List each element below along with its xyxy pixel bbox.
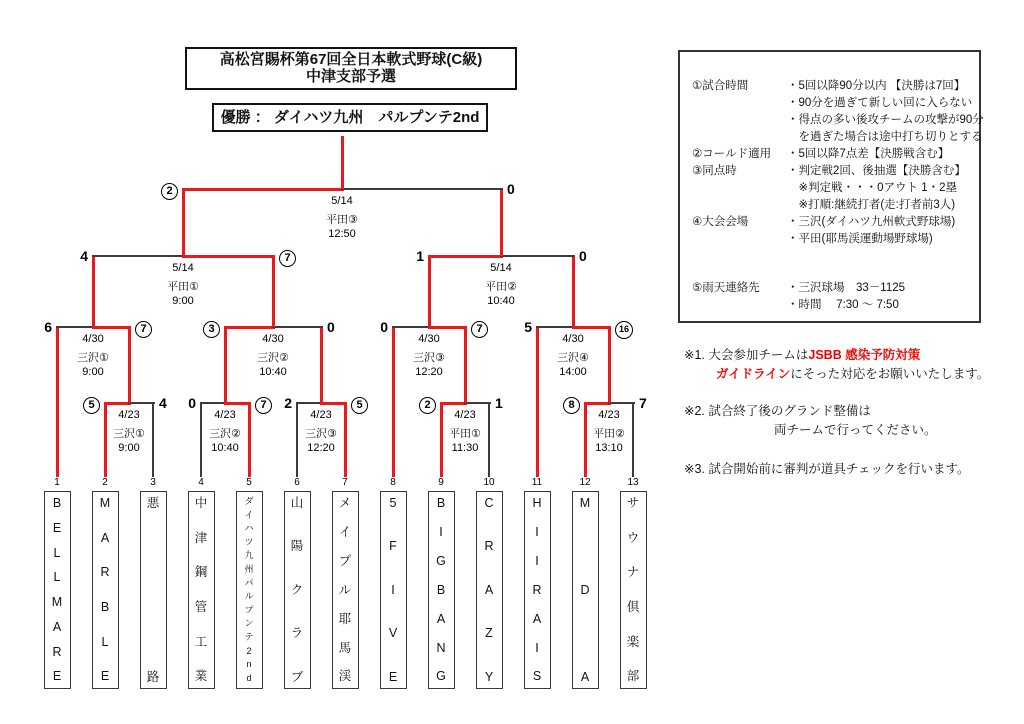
match-venue: 平田③ <box>326 214 358 226</box>
bracket-line-vertical <box>92 255 95 328</box>
bracket-line-vertical <box>500 188 503 257</box>
team-name-char: 州 <box>244 564 254 575</box>
rules-line: ・三沢(ダイハツ九州軟式野球場) <box>787 216 956 228</box>
match-date: 4/30 <box>562 333 584 345</box>
team-name-char: ナ <box>626 565 640 580</box>
bracket-line-vertical <box>440 402 443 478</box>
match-venue: 三沢② <box>257 352 289 364</box>
team-name-char: E <box>52 520 62 535</box>
match-date: 4/23 <box>598 409 620 421</box>
bracket-line-vertical <box>182 188 185 257</box>
team-name-char: I <box>391 582 395 597</box>
match-score: 2 <box>284 395 292 411</box>
rules-line: ※打順:継続打者(走:打者前3人) <box>787 199 956 211</box>
team-name-char: イ <box>244 509 254 520</box>
team-name-char: 渓 <box>338 669 352 684</box>
bracket-line-vertical <box>572 255 575 328</box>
team-name-char: D <box>580 582 590 597</box>
team-name-char: プ <box>244 604 254 615</box>
team-box <box>428 491 455 689</box>
bracket-line-horizontal <box>104 402 131 405</box>
team-name-char: C <box>484 496 494 510</box>
match-score <box>161 180 178 200</box>
match-time: 12:50 <box>328 228 356 240</box>
team-number: 12 <box>579 477 591 488</box>
bracket-line-horizontal <box>341 188 503 190</box>
team-box <box>572 491 599 689</box>
rules-line: ・90分を過ぎて新しい回に入らない <box>787 97 973 109</box>
team-name-char: イ <box>338 524 352 539</box>
footnote-line <box>684 365 989 384</box>
match-time: 9:00 <box>172 295 194 307</box>
team-name-char: n <box>246 659 252 670</box>
rules-line: ・得点の多い後攻チームの攻撃が90分 <box>787 114 984 126</box>
rules-line: ・5回以降7点差【決勝戦含む】 <box>787 148 950 160</box>
team-name-char: N <box>436 640 446 655</box>
team-name-char: 工 <box>194 634 208 649</box>
match-score: 1 <box>495 395 503 411</box>
bracket-line-vertical <box>584 402 587 478</box>
winner-score-circle: 3 <box>203 321 220 338</box>
team-box <box>620 491 647 689</box>
match-date: 4/23 <box>310 409 332 421</box>
rules-line: ・平田(耶馬渓運動場野球場) <box>787 233 933 245</box>
rules-row-lines <box>787 214 955 248</box>
team-name-char: A <box>580 669 590 684</box>
team-name-char: 津 <box>194 530 208 545</box>
team-box <box>92 491 119 689</box>
match-score: 7 <box>639 395 647 411</box>
team-number: 7 <box>342 477 348 488</box>
winner-score-circle: 7 <box>135 321 152 338</box>
bracket-line-vertical <box>56 326 59 478</box>
team-name-char: 2 <box>246 645 252 656</box>
team-number: 9 <box>438 477 444 488</box>
team-box <box>188 491 215 689</box>
match-score <box>279 247 296 267</box>
team-name-char: パ <box>244 577 254 588</box>
bracket-line-vertical <box>104 402 107 478</box>
team-name-char: 管 <box>194 600 208 615</box>
team-name-char: ク <box>290 582 304 597</box>
team-name-char: ン <box>244 618 254 629</box>
winner-score-circle: 8 <box>563 397 580 414</box>
match-score <box>255 394 272 414</box>
match-venue: 三沢① <box>113 428 145 440</box>
team-name-char: A <box>436 611 446 626</box>
footnote-line <box>684 421 937 440</box>
team-name-char: ハ <box>244 523 254 534</box>
team-name-char: 鋼 <box>194 565 208 580</box>
match-time: 11:30 <box>451 442 479 454</box>
team-name-char: Y <box>484 669 494 684</box>
winner-score-circle: 7 <box>279 250 296 267</box>
team-box <box>380 491 407 689</box>
match-time: 9:00 <box>82 366 104 378</box>
match-score: 1 <box>416 248 424 264</box>
footnote <box>684 346 989 384</box>
bracket-line-horizontal <box>500 255 575 257</box>
team-name-char: サ <box>626 496 640 510</box>
team-name-char: ダ <box>244 496 254 506</box>
team-name-char: 山 <box>290 496 304 510</box>
team-number: 13 <box>627 477 639 488</box>
team-name-char: M <box>99 496 111 510</box>
rules-row <box>692 163 971 214</box>
rules-line: ・三沢球場 33－1125 <box>787 282 906 294</box>
footnote-text: ※2. 試合終了後のグランド整備は <box>684 404 871 418</box>
bracket-line-vertical <box>200 402 202 478</box>
rules-row-lines <box>787 146 949 163</box>
team-name-char: 陽 <box>290 539 304 554</box>
match-time: 14:00 <box>559 366 587 378</box>
team-name-char: M <box>51 595 63 610</box>
bracket-line-horizontal <box>56 326 95 328</box>
bracket-line-horizontal <box>608 402 635 404</box>
bracket-line-vertical <box>428 255 431 328</box>
match-venue: 平田① <box>449 428 481 440</box>
rules-row-label: ④大会会場 <box>692 216 749 228</box>
bracket-line-horizontal <box>200 402 227 404</box>
team-box <box>140 491 167 689</box>
bracket-line-horizontal <box>428 326 467 329</box>
team-name-char: テ <box>244 632 254 643</box>
team-name-char: F <box>389 539 397 554</box>
bracket-line-horizontal <box>392 326 431 328</box>
team-name-char: ル <box>338 582 352 597</box>
bracket-line-vertical <box>536 326 539 478</box>
team-name-char: A <box>100 530 110 545</box>
match-venue: 三沢④ <box>557 352 589 364</box>
team-name-char: 業 <box>194 669 208 684</box>
match-date: 4/30 <box>262 333 284 345</box>
team-name-char: ル <box>244 591 254 602</box>
match-venue: 三沢③ <box>413 352 445 364</box>
tournament-title-line1: 高松宮賜杯第67回全日本軟式野球(C級) <box>219 51 483 68</box>
match-date: 4/30 <box>82 333 104 345</box>
match-score: 0 <box>188 395 196 411</box>
team-number: 6 <box>294 477 300 488</box>
team-number: 5 <box>246 477 252 488</box>
team-number: 2 <box>102 477 108 488</box>
team-box <box>476 491 503 689</box>
footnote-line <box>684 460 970 479</box>
bracket-line-horizontal <box>572 326 611 329</box>
bracket-line-horizontal <box>92 326 131 329</box>
winner-score-circle: 5 <box>83 397 100 414</box>
match-venue: 平田① <box>167 281 199 293</box>
team-name-char: 耶 <box>338 611 352 626</box>
bracket-line-vertical <box>272 255 275 328</box>
match-time: 9:00 <box>118 442 140 454</box>
footnote <box>684 402 937 440</box>
team-name-char: 九 <box>244 550 254 561</box>
team-name-char: G <box>436 669 446 684</box>
bracket-line-vertical <box>296 402 298 478</box>
rules-row-label: ①試合時間 <box>692 80 749 92</box>
bracket-line-horizontal <box>320 402 347 405</box>
winner-score-circle: 2 <box>161 183 178 200</box>
match-score: 0 <box>327 319 335 335</box>
team-name-char: 倶 <box>626 600 640 615</box>
team-name-char: I <box>535 640 539 655</box>
match-score <box>135 318 152 338</box>
bracket-line-horizontal <box>128 402 155 404</box>
winner-score-circle: 7 <box>471 321 488 338</box>
match-score <box>419 394 436 414</box>
match-venue: 三沢③ <box>305 428 337 440</box>
rules-row-label: ②コールド適用 <box>692 148 772 160</box>
footnote-text: ※3. 試合開始前に審判が道具チェックを行います。 <box>684 462 970 476</box>
match-score <box>83 394 100 414</box>
bracket-line-horizontal <box>536 326 575 328</box>
team-name-char: G <box>436 553 446 568</box>
rules-row <box>692 78 984 146</box>
rules-line: ※判定戦・・・0アウト 1・2塁 <box>787 182 958 194</box>
team-box <box>332 491 359 689</box>
match-score <box>203 318 220 338</box>
rules-line: ・5回以降90分以内 【決勝は7回】 <box>787 80 966 92</box>
bracket-line-vertical <box>464 326 467 404</box>
bracket-line-vertical <box>248 402 251 478</box>
bracket-line-vertical <box>224 326 227 404</box>
bracket-line-horizontal <box>92 255 185 257</box>
team-name-char: H <box>532 496 542 510</box>
bracket-line-horizontal <box>428 255 503 258</box>
team-number: 11 <box>531 477 543 488</box>
match-score: 0 <box>579 248 587 264</box>
bracket-line-horizontal <box>182 188 344 191</box>
tournament-title-box <box>185 47 517 90</box>
footnote-red-text: ガイドライン <box>716 367 791 381</box>
rules-panel <box>678 50 984 323</box>
match-date: 4/23 <box>454 409 476 421</box>
team-number: 3 <box>150 477 156 488</box>
team-name-char: R <box>100 565 110 580</box>
team-name-char: 悪 <box>146 496 160 510</box>
match-time: 12:20 <box>307 442 335 454</box>
bracket-line-horizontal <box>182 255 275 258</box>
footnote-red-text: JSBB 感染予防対策 <box>808 348 921 362</box>
bracket-line-vertical <box>152 402 154 478</box>
team-number: 8 <box>390 477 396 488</box>
rules-row-lines <box>787 280 905 314</box>
match-score: 5 <box>524 319 532 335</box>
team-name-char: メ <box>338 496 352 510</box>
footnote-text: ※1. 大会参加チームは <box>684 348 809 362</box>
team-box <box>524 491 551 689</box>
bracket-line-vertical <box>344 402 347 478</box>
bracket-line-vertical <box>341 136 344 190</box>
team-number: 1 <box>54 477 60 488</box>
team-box <box>236 491 263 689</box>
bracket-line-vertical <box>608 326 611 404</box>
rules-row-label: ⑤雨天連絡先 <box>692 282 760 294</box>
footnote-text: 両チームで行ってください。 <box>774 423 937 437</box>
winner-score-circle: 5 <box>351 397 368 414</box>
bracket-line-horizontal <box>272 326 323 328</box>
bracket-line-horizontal <box>584 402 611 405</box>
team-name-char: A <box>52 619 62 634</box>
rules-line: を過ぎた場合は途中打ち切りとする <box>787 131 983 143</box>
match-time: 10:40 <box>211 442 239 454</box>
bracket-line-horizontal <box>464 402 491 404</box>
team-name-char: I <box>535 553 539 568</box>
match-score: 0 <box>380 319 388 335</box>
team-name-char: L <box>101 634 109 649</box>
footnote <box>684 460 970 479</box>
team-name-char: L <box>53 545 61 560</box>
team-name-char: 路 <box>146 669 160 684</box>
team-name-char: A <box>484 582 494 597</box>
bracket-line-horizontal <box>224 402 251 405</box>
team-box <box>284 491 311 689</box>
team-name-char: 中 <box>194 496 208 510</box>
winner-score-circle: 7 <box>255 397 272 414</box>
rules-row <box>692 146 971 163</box>
bracket-line-vertical <box>632 402 634 478</box>
rules-row-lines <box>787 163 966 214</box>
team-name-char: R <box>52 644 62 659</box>
footnote-line <box>684 402 937 421</box>
match-score <box>471 318 488 338</box>
team-box <box>44 491 71 689</box>
team-name-char: A <box>532 611 542 626</box>
team-name-char: R <box>532 582 542 597</box>
team-name-char: プ <box>338 553 352 568</box>
rules-line: ・時間 7:30 ～ 7:50 <box>787 299 899 311</box>
team-name-char: ブ <box>290 669 304 684</box>
footnote-text: にそった対応をお願いいたします。 <box>790 367 990 381</box>
team-name-char: E <box>52 669 62 684</box>
footnote-line <box>684 346 989 365</box>
team-name-char: M <box>579 496 591 510</box>
match-venue: 三沢① <box>77 352 109 364</box>
team-name-char: V <box>388 626 398 641</box>
team-name-char: E <box>100 669 110 684</box>
match-time: 10:40 <box>259 366 287 378</box>
team-name-char: B <box>436 496 446 510</box>
tournament-title-line2: 中津支部予選 <box>305 68 396 85</box>
team-name-char: ラ <box>290 626 304 641</box>
champion-text: 優勝 ： ダイハツ九州 パルプンテ2nd <box>220 109 480 126</box>
bracket-line-horizontal <box>224 326 275 329</box>
team-name-char: I <box>439 524 443 539</box>
rules-line: ・判定戦2回、後抽選【決勝含む】 <box>787 165 966 177</box>
bracket-line-horizontal <box>440 402 467 405</box>
bracket-line-vertical <box>320 326 323 404</box>
match-venue: 平田② <box>593 428 625 440</box>
match-date: 5/14 <box>172 262 194 274</box>
bracket-line-vertical <box>128 326 131 404</box>
team-name-char: B <box>52 496 62 510</box>
team-name-char: S <box>532 669 542 684</box>
match-time: 10:40 <box>487 295 515 307</box>
match-score <box>615 318 633 339</box>
team-name-char: I <box>535 524 539 539</box>
match-time: 13:10 <box>595 442 623 454</box>
match-score: 4 <box>159 395 167 411</box>
match-date: 4/30 <box>418 333 440 345</box>
match-score: 4 <box>80 248 88 264</box>
match-score <box>351 394 368 414</box>
match-score: 0 <box>507 181 515 197</box>
team-name-char: 5 <box>389 496 397 510</box>
match-time: 12:20 <box>415 366 443 378</box>
team-name-char: E <box>388 669 398 684</box>
winner-score-circle: 2 <box>419 397 436 414</box>
team-name-char: B <box>436 582 446 597</box>
match-date: 4/23 <box>214 409 236 421</box>
rules-row <box>692 280 971 314</box>
team-name-char: L <box>53 570 61 585</box>
rules-row <box>692 214 971 248</box>
team-number: 4 <box>198 477 204 488</box>
match-venue: 平田② <box>485 281 517 293</box>
rules-row-lines <box>787 78 984 146</box>
team-name-char: B <box>100 600 110 615</box>
bracket-line-vertical <box>392 326 395 478</box>
bracket-line-vertical <box>488 402 490 478</box>
match-score: 6 <box>44 319 52 335</box>
team-name-char: 馬 <box>338 640 352 655</box>
team-name-char: d <box>246 672 252 683</box>
team-name-char: Z <box>485 626 493 641</box>
champion-box <box>212 103 488 132</box>
match-date: 5/14 <box>490 262 512 274</box>
match-date: 5/14 <box>331 195 353 207</box>
team-number: 10 <box>483 477 495 488</box>
team-name-char: 楽 <box>626 634 640 649</box>
bracket-line-horizontal <box>296 402 323 404</box>
team-name-char: 部 <box>626 669 640 684</box>
winner-score-circle: 16 <box>615 321 633 339</box>
match-date: 4/23 <box>118 409 140 421</box>
team-name-char: ツ <box>244 536 254 547</box>
match-score <box>563 394 580 414</box>
rules-row-label: ③同点時 <box>692 165 737 177</box>
team-name-char: ウ <box>626 530 640 545</box>
match-venue: 三沢② <box>209 428 241 440</box>
team-name-char: R <box>484 539 494 554</box>
